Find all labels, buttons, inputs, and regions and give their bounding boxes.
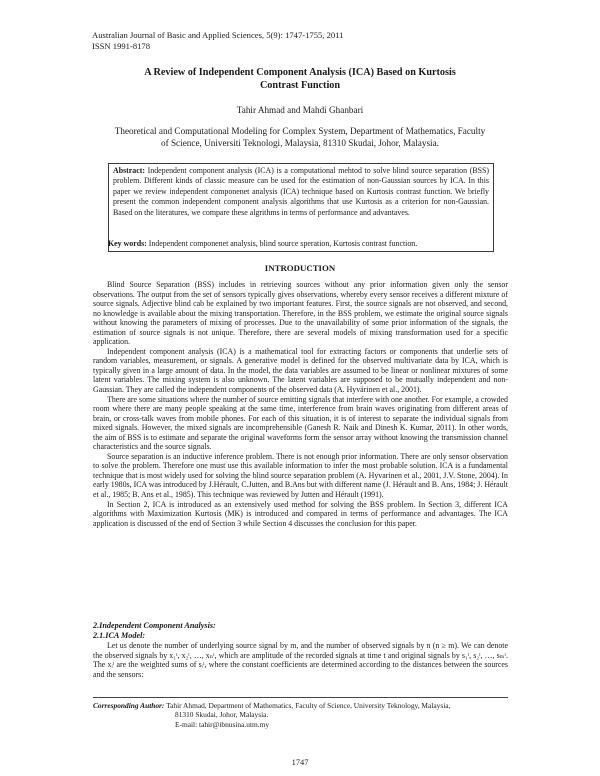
intro-paragraph: Blind Source Separation (BSS) includes in retrieving sources without any prior information given only the sensor observations. The output from the set of sensors typically gives observations, whereby every sensor receives a different mixture of source signals. Adjective blind cab be explained by two important features. First, the source signals are not observed, and second, no knowledge is available about the mixing transportation. Therefore, in the BSS problem, we estimate the original source signals without knowing the parameters of mixing of processes. Due to the unavailability of some prior information of the signals, the estimation of source signals is not unique. Therefore, there are several models of mixing transformation used for a specific application. <box>93 280 508 347</box>
abstract-label: Abstract: <box>113 166 145 175</box>
title-line-1: A Review of Independent Component Analysis (ICA) Based on Kurtosis <box>144 67 456 78</box>
ica-model-paragraph: Let us denote the number of underlying source signal by m, and the number of observed signals by n (n ≥ m). We can denote the observed signals by x₁ᵗ, x₂ᵗ, …, xₙᵗ, which are amplitude of the recorded signals at time t and original signals by s₁ᵗ, s₂ᵗ, …, sₘᵗ. The xᵢᵗ are the weighted sums of sᵢᵗ, where the constant coefficients are determined according to the distances between the sources and the sensors: <box>93 641 508 679</box>
section-2 <box>93 621 508 679</box>
corresponding-author-line-2: 81310 Skudai, Johor, Malaysia. <box>175 710 269 720</box>
issn: ISSN 1991-8178 <box>92 41 151 51</box>
journal-header <box>92 30 343 52</box>
corresponding-author-email[interactable]: E-mail: tahir@ibnusina.utm.my <box>175 719 270 729</box>
corresponding-author <box>93 701 508 729</box>
title-line-2: Contrast Function <box>259 79 341 91</box>
keywords-text: Independent componenet analysis, blind source speration, Kurtosis contrast function. <box>146 239 418 248</box>
section-2-1-heading: 2.1.ICA Model: <box>93 631 146 640</box>
affiliation-line-2: of Science, Universiti Teknologi, Malaysia, 81310 Skudai, Johor, Malaysia. <box>161 138 439 148</box>
section-2-heading: 2.Independent Component Analysis: <box>93 621 216 630</box>
corresponding-author-line-1: Tahir Ahmad, Department of Mathematics, Faculty of Science, University Teknology, Malaysia, <box>164 701 451 710</box>
authors: Tahir Ahmad and Mahdi Ghanbari <box>236 105 364 115</box>
keywords-label: Key words: <box>108 239 147 248</box>
intro-paragraph: Independent component analysis (ICA) is a mathematical tool for extracting factors or components that underlie sets of random variables, measurement, or signals. A generative model is defined for the observed multivariate data by ICA, which is typically given in a large amount of data. In the model, the data variables are assumed to be linear or nonlinear mixtures of some latent variables. The mixing system is also unknown. The latent variables are supposed to be mutually independent and non-Gaussian. They are called the independent components of the observed data (A. Hyvärinen et al., 2001). <box>93 346 508 395</box>
intro-paragraph: Source separation is an inductive inference problem. There is not enough prior information. There are only sensor observation to solve the problem. Therefore one must use this available information to infer the most probable solution. ICA is a fundamental technique that is most widely used for solving the blind source separation problem (A. Hyvarinen et al., 2001, J.V. Stone, 2004). In early 1980s, ICA was introduced by J.Hérault, C.Jutten, and B.Ans but with different name (J. Hérault and B. Ans, 1984; J. Hérault et al., 1985; B. Ans et al., 1985). This technique was reviewed by Jutten and Hérault (1991). <box>93 451 508 500</box>
page-number: 1747 <box>291 758 309 767</box>
introduction-body <box>93 280 508 528</box>
introduction-heading: INTRODUCTION <box>264 263 336 273</box>
footnote-rule <box>93 697 508 698</box>
affiliation-line-1: Theoretical and Computational Modeling for Complex System, Department of Mathematics, Faculty <box>114 126 486 136</box>
keywords <box>108 239 498 248</box>
affiliation <box>0 125 600 149</box>
abstract-text: Independent component analysis (ICA) is a computational mehtod to solve blind source separation (BSS) problem. Different kinds of classic measure can be used for the estimation of non-Gaussian sources by ICA. In this paper we review independent componenet analysis (ICA) technique based on Kurtosis contrast function. We briefly present the common independent component analysis algorithms that use Kurtosis as a criterion for non-Gaussian. Based on the literatures, we compare these algrithms in terms of performance and advantaves. <box>113 166 489 217</box>
intro-paragraph: In Section 2, ICA is introduced as an extensively used method for solving the BSS problem. In Section 3, different ICA algorithms with Maximization Kurtosis (MK) is introduced and compared in terms of performance and advantages. The ICA application is discussed of the end of Section 3 while Section 4 discusses the conclusion for this paper. <box>93 499 508 528</box>
intro-paragraph: There are some situations where the number of source emitting signals that interfere with one another. For example, a crowded room where there are many people speaking at the same time, interference from brain waves originating from different areas of brain, or cross-talk waves from mobile phones. For each of this situation, it is of interest to separate the individual signals from mixed signals. However, the mixed signals are incomprehensible (Ganesh R. Naik and Dinesh K. Kumar, 2011). In other words, the aim of BSS is to estimate and separate the original waveforms form the sensor array without knowing the transmission channel characteristics and the source signals. <box>93 394 508 452</box>
paper-title <box>0 67 600 92</box>
corresponding-author-label: Corresponding Author: <box>93 701 165 710</box>
journal-citation: Australian Journal of Basic and Applied Sciences, 5(9): 1747-1755, 2011 <box>92 30 344 40</box>
